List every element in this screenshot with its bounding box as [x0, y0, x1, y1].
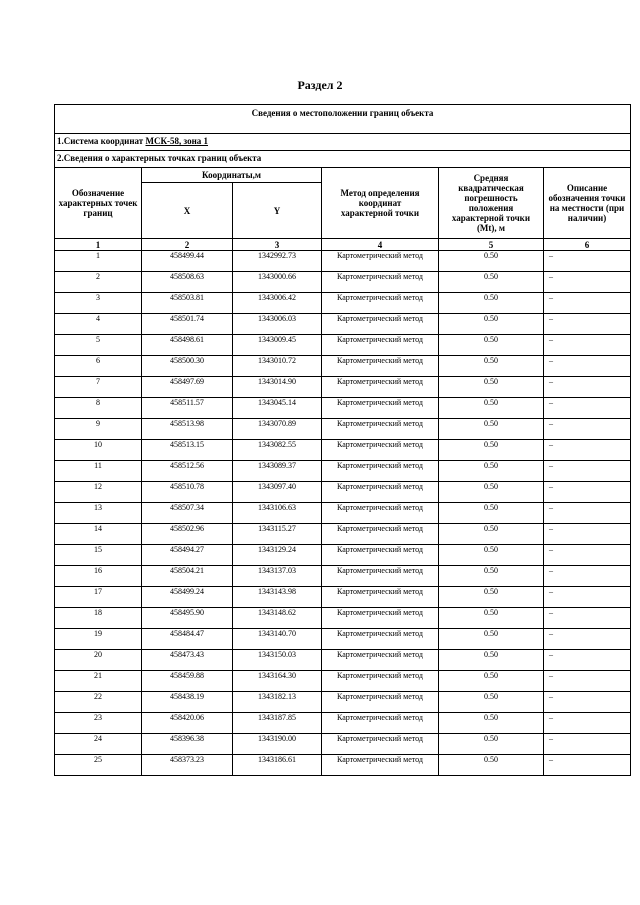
coord-y: 1343045.14 — [233, 398, 322, 419]
column-number: 1 — [55, 239, 142, 251]
error-mt: 0.50 — [439, 755, 544, 776]
point-number: 17 — [55, 587, 142, 608]
table-row — [55, 440, 631, 461]
coord-x: 458396.38 — [142, 734, 233, 755]
table-row — [55, 314, 631, 335]
error-mt: 0.50 — [439, 461, 544, 482]
coord-x: 458513.98 — [142, 419, 233, 440]
description: – — [544, 398, 631, 419]
coord-x: 458438.19 — [142, 692, 233, 713]
coord-y: 1343190.00 — [233, 734, 322, 755]
header-x: X — [142, 183, 233, 239]
description: – — [544, 545, 631, 566]
coord-x: 458459.88 — [142, 671, 233, 692]
coord-x: 458504.21 — [142, 566, 233, 587]
point-number: 23 — [55, 713, 142, 734]
description: – — [544, 650, 631, 671]
point-number: 18 — [55, 608, 142, 629]
table-row — [55, 356, 631, 377]
error-mt: 0.50 — [439, 440, 544, 461]
coord-x: 458500.30 — [142, 356, 233, 377]
method: Картометрический метод — [322, 671, 439, 692]
coord-x: 458501.74 — [142, 314, 233, 335]
method: Картометрический метод — [322, 566, 439, 587]
method: Картометрический метод — [322, 251, 439, 272]
point-number: 15 — [55, 545, 142, 566]
point-number: 1 — [55, 251, 142, 272]
table-row — [55, 293, 631, 314]
table-row — [55, 377, 631, 398]
coord-y: 1343009.45 — [233, 335, 322, 356]
coord-x: 458484.47 — [142, 629, 233, 650]
coord-system-value: МСК-58, зона 1 — [145, 136, 209, 146]
table-row — [55, 272, 631, 293]
method: Картометрический метод — [322, 734, 439, 755]
table-row — [55, 671, 631, 692]
method: Картометрический метод — [322, 272, 439, 293]
coord-x: 458499.44 — [142, 251, 233, 272]
header-designation: Обозначение характерных точек границ — [55, 168, 142, 239]
error-mt: 0.50 — [439, 356, 544, 377]
coord-y: 1343097.40 — [233, 482, 322, 503]
error-mt: 0.50 — [439, 335, 544, 356]
coord-x: 458420.06 — [142, 713, 233, 734]
coord-x: 458495.90 — [142, 608, 233, 629]
description: – — [544, 503, 631, 524]
coord-y: 1343143.98 — [233, 587, 322, 608]
method: Картометрический метод — [322, 440, 439, 461]
coord-x: 458510.78 — [142, 482, 233, 503]
description: – — [544, 377, 631, 398]
point-number: 5 — [55, 335, 142, 356]
table-row — [55, 545, 631, 566]
error-mt: 0.50 — [439, 587, 544, 608]
error-mt: 0.50 — [439, 629, 544, 650]
table-title: Сведения о местоположении границ объекта — [55, 105, 631, 134]
description: – — [544, 566, 631, 587]
point-number: 25 — [55, 755, 142, 776]
error-mt: 0.50 — [439, 650, 544, 671]
description: – — [544, 440, 631, 461]
description: – — [544, 692, 631, 713]
description: – — [544, 629, 631, 650]
method: Картометрический метод — [322, 398, 439, 419]
coord-y: 1343137.03 — [233, 566, 322, 587]
error-mt: 0.50 — [439, 692, 544, 713]
description: – — [544, 671, 631, 692]
method: Картометрический метод — [322, 755, 439, 776]
method: Картометрический метод — [322, 545, 439, 566]
coord-x: 458511.57 — [142, 398, 233, 419]
point-number: 3 — [55, 293, 142, 314]
point-number: 22 — [55, 692, 142, 713]
table-row — [55, 524, 631, 545]
table-row — [55, 398, 631, 419]
method: Картометрический метод — [322, 608, 439, 629]
coord-x: 458512.56 — [142, 461, 233, 482]
header-method: Метод определения координат характерной точки — [322, 168, 439, 239]
point-number: 13 — [55, 503, 142, 524]
coord-x: 458502.96 — [142, 524, 233, 545]
column-number: 5 — [439, 239, 544, 251]
coord-y: 1343010.72 — [233, 356, 322, 377]
description: – — [544, 293, 631, 314]
error-mt: 0.50 — [439, 503, 544, 524]
coord-y: 1343148.62 — [233, 608, 322, 629]
coord-x: 458507.34 — [142, 503, 233, 524]
table-row — [55, 419, 631, 440]
error-mt: 0.50 — [439, 545, 544, 566]
coord-y: 1342992.73 — [233, 251, 322, 272]
method: Картометрический метод — [322, 419, 439, 440]
error-mt: 0.50 — [439, 419, 544, 440]
method: Картометрический метод — [322, 335, 439, 356]
description: – — [544, 335, 631, 356]
header-coordinates: Координаты,м — [142, 168, 322, 183]
coord-x: 458494.27 — [142, 545, 233, 566]
error-mt: 0.50 — [439, 251, 544, 272]
point-number: 9 — [55, 419, 142, 440]
method: Картометрический метод — [322, 629, 439, 650]
coord-y: 1343182.13 — [233, 692, 322, 713]
table-row — [55, 608, 631, 629]
error-mt: 0.50 — [439, 734, 544, 755]
error-mt: 0.50 — [439, 272, 544, 293]
error-mt: 0.50 — [439, 608, 544, 629]
coord-y: 1343070.89 — [233, 419, 322, 440]
error-mt: 0.50 — [439, 671, 544, 692]
point-number: 20 — [55, 650, 142, 671]
method: Картометрический метод — [322, 503, 439, 524]
table-row — [55, 461, 631, 482]
error-mt: 0.50 — [439, 482, 544, 503]
coord-y: 1343082.55 — [233, 440, 322, 461]
coord-y: 1343006.42 — [233, 293, 322, 314]
method: Картометрический метод — [322, 482, 439, 503]
coord-y: 1343089.37 — [233, 461, 322, 482]
point-number: 6 — [55, 356, 142, 377]
coord-y: 1343150.03 — [233, 650, 322, 671]
table-row — [55, 251, 631, 272]
coord-system-row — [55, 134, 631, 151]
error-mt: 0.50 — [439, 524, 544, 545]
description: – — [544, 314, 631, 335]
coord-y: 1343014.90 — [233, 377, 322, 398]
error-mt: 0.50 — [439, 314, 544, 335]
method: Картометрический метод — [322, 587, 439, 608]
table-row — [55, 503, 631, 524]
point-number: 7 — [55, 377, 142, 398]
point-number: 8 — [55, 398, 142, 419]
header-y: Y — [233, 183, 322, 239]
point-number: 21 — [55, 671, 142, 692]
column-number: 2 — [142, 239, 233, 251]
error-mt: 0.50 — [439, 713, 544, 734]
method: Картометрический метод — [322, 713, 439, 734]
column-number: 4 — [322, 239, 439, 251]
coord-y: 1343187.85 — [233, 713, 322, 734]
error-mt: 0.50 — [439, 377, 544, 398]
coord-y: 1343129.24 — [233, 545, 322, 566]
method: Картометрический метод — [322, 692, 439, 713]
table-row — [55, 587, 631, 608]
table-row — [55, 482, 631, 503]
method: Картометрический метод — [322, 524, 439, 545]
description: – — [544, 587, 631, 608]
point-number: 11 — [55, 461, 142, 482]
coord-x: 458373.23 — [142, 755, 233, 776]
table-row — [55, 734, 631, 755]
column-number: 6 — [544, 239, 631, 251]
points-heading: 2.Сведения о характерных точках границ объекта — [55, 151, 631, 168]
method: Картометрический метод — [322, 293, 439, 314]
description: – — [544, 272, 631, 293]
point-number: 19 — [55, 629, 142, 650]
coord-y: 1343000.66 — [233, 272, 322, 293]
header-error: Средняя квадратическая погрешность положения характерной точки (Mt), м — [439, 168, 544, 239]
description: – — [544, 419, 631, 440]
description: – — [544, 461, 631, 482]
point-number: 24 — [55, 734, 142, 755]
table-row — [55, 629, 631, 650]
coord-y: 1343006.03 — [233, 314, 322, 335]
coord-x: 458503.81 — [142, 293, 233, 314]
coord-x: 458473.43 — [142, 650, 233, 671]
coord-x: 458499.24 — [142, 587, 233, 608]
description: – — [544, 251, 631, 272]
coord-y: 1343140.70 — [233, 629, 322, 650]
description: – — [544, 713, 631, 734]
method: Картометрический метод — [322, 356, 439, 377]
point-number: 16 — [55, 566, 142, 587]
coord-x: 458513.15 — [142, 440, 233, 461]
coord-y: 1343186.61 — [233, 755, 322, 776]
table-row — [55, 692, 631, 713]
coord-y: 1343115.27 — [233, 524, 322, 545]
table-row — [55, 335, 631, 356]
header-description: Описание обозначения точки на местности (при наличии) — [544, 168, 631, 239]
description: – — [544, 755, 631, 776]
point-number: 4 — [55, 314, 142, 335]
table-row — [55, 566, 631, 587]
coord-x: 458498.61 — [142, 335, 233, 356]
description: – — [544, 524, 631, 545]
description: – — [544, 356, 631, 377]
error-mt: 0.50 — [439, 566, 544, 587]
section-title: Раздел 2 — [297, 78, 343, 92]
method: Картометрический метод — [322, 314, 439, 335]
coord-x: 458497.69 — [142, 377, 233, 398]
method: Картометрический метод — [322, 461, 439, 482]
method: Картометрический метод — [322, 650, 439, 671]
point-number: 12 — [55, 482, 142, 503]
error-mt: 0.50 — [439, 398, 544, 419]
boundary-points-table — [54, 104, 631, 776]
coord-y: 1343164.30 — [233, 671, 322, 692]
coord-y: 1343106.63 — [233, 503, 322, 524]
table-row — [55, 755, 631, 776]
table-row — [55, 713, 631, 734]
description: – — [544, 608, 631, 629]
point-number: 2 — [55, 272, 142, 293]
description: – — [544, 482, 631, 503]
method: Картометрический метод — [322, 377, 439, 398]
column-number: 3 — [233, 239, 322, 251]
coord-x: 458508.63 — [142, 272, 233, 293]
error-mt: 0.50 — [439, 293, 544, 314]
description: – — [544, 734, 631, 755]
point-number: 14 — [55, 524, 142, 545]
coord-system-label: 1.Система координат — [57, 136, 144, 146]
point-number: 10 — [55, 440, 142, 461]
table-row — [55, 650, 631, 671]
